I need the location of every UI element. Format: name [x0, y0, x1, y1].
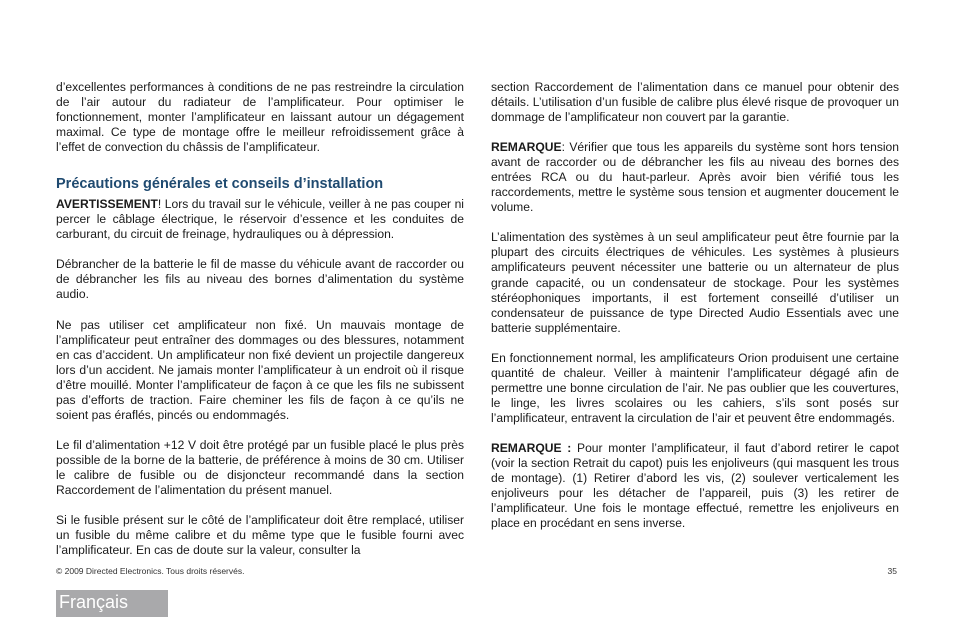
paragraph-fuse-rating: section Raccordement de l’alimentation dans ce manuel pour obtenir des détails. L’utilisation d’un fusible de calibre plus élevé risque de provoquer un dommage de l’amplificateur non couvert par la garantie.	[491, 80, 899, 125]
warning-text: ! Lors du travail sur le véhicule, veiller à ne pas couper ni percer le câblage électrique, le réservoir d’essence et les conduites de carburant, du circuit de freinage, hydrauliques ou à dépression.	[56, 197, 464, 242]
paragraph-mounting-safety: Ne pas utiliser cet amplificateur non fixé. Un mauvais montage de l’amplificateur peut entraîner des dommages ou des blessures, notamment en cas d’accident. Un amplificateur non fixé devient un projectile dangereux lors d’un accident. Ne jamais monter l’amplificateur à un endroit où il risque d’être mouillé. Monter l’amplificateur de façon à ce que les fils ne subissent pas d’efforts de traction. Faire cheminer les fils de façon à ce qu’ils ne soient pas éraflés, pincés ou endommagés.	[56, 317, 464, 422]
note-text: : Vérifier que tous les appareils du système sont hors tension avant de raccorder ou de débrancher les fils au niveau des bornes des entrées RCA ou du haut-parleur. Après avoir bien vérifié tous les raccordements, mettre le système sous tension et augmenter doucement le volume.	[491, 140, 899, 215]
paragraph-power-fuse: Le fil d’alimentation +12 V doit être protégé par un fusible placé le plus près possible de la borne de la batterie, de préférence à moins de 30 cm. Utiliser le calibre de fusible ou de disjoncteur recommandé dans la section Raccordement de l’alimentation du présent manuel.	[56, 437, 464, 497]
warning-label: AVERTISSEMENT	[56, 197, 158, 212]
paragraph-warning	[56, 197, 464, 242]
note-label-2: REMARQUE :	[491, 440, 572, 455]
note-text-2: Pour monter l’amplificateur, il faut d’abord retirer le capot (voir la section Retrait du capot) puis les enjoliveurs (qui masquent les trous de montage). (1) Retirer d’abord les vis, (2) soulever verticalement les enjoliveurs pour les détacher de l’appareil, puis (3) les retirer de l’amplificateur. Une fois le montage effectué, remettre les enjoliveurs en place en procédant en sens inverse.	[491, 440, 899, 531]
paragraph-note-mounting	[491, 441, 899, 531]
section-heading: Précautions générales et conseils d’installation	[56, 176, 384, 193]
language-tab: Français	[56, 590, 168, 617]
right-column	[491, 80, 899, 546]
paragraph-cooling: d’excellentes performances à conditions de ne pas restreindre la circulation de l’air autour du radiateur de l’amplificateur. Pour optimiser le fonctionnement, monter l’amplificateur en laissant autour un dégagement maximal. Ce type de montage offre le meilleur refroidissement grâce à l’effet de convection du châssis de l’amplificateur.	[56, 80, 464, 155]
copyright-notice: © 2009 Directed Electronics. Tous droits réservés.	[56, 566, 245, 576]
left-column	[56, 80, 464, 573]
page-number: 35	[887, 566, 897, 576]
paragraph-power-supply: L’alimentation des systèmes à un seul amplificateur peut être fournie par la plupart des circuits électriques de véhicules. Les systèmes à plusieurs amplificateurs peuvent nécessiter une batterie ou un alternateur de plus grande capacité, ou un condensateur de stockage. Pour les systèmes stéréophoniques importants, il est fortement conseillé d’utiliser un condensateur de puissance de type Directed Audio Essentials avec une batterie supplémentaire.	[491, 230, 899, 335]
paragraph-ground-wire: Débrancher de la batterie le fil de masse du véhicule avant de raccorder ou de débrancher les fils au niveau des bornes d’alimentation du système audio.	[56, 257, 464, 302]
note-label: REMARQUE	[491, 140, 562, 155]
paragraph-heat: En fonctionnement normal, les amplificateurs Orion produisent une certaine quantité de chaleur. Veiller à maintenir l’amplificateur dégagé afin de permettre une bonne circulation de l’air. Ne pas oublier que les couvertures, le linge, les livres scolaires ou les cahiers, s’ils sont posés sur l’amplificateur, entravent la circulation de l’air et peuvent être endommagés.	[491, 350, 899, 425]
paragraph-fuse-replacement: Si le fusible présent sur le côté de l’amplificateur doit être remplacé, utiliser un fusible du même calibre et du même type que le fusible fourni avec l’amplificateur. En cas de doute sur la valeur, consulter la	[56, 513, 464, 558]
paragraph-note-power-off	[491, 140, 899, 215]
